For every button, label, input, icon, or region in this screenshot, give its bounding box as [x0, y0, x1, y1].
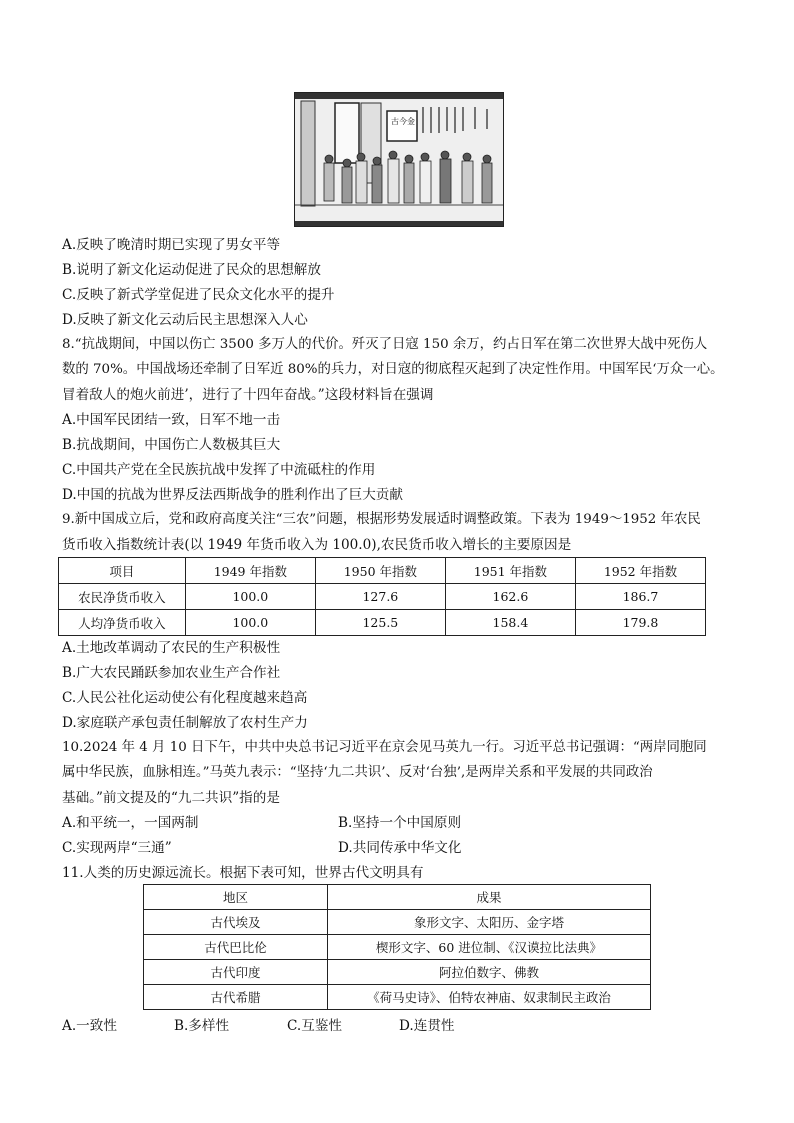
table-row: [59, 584, 706, 610]
q8-option-b: B.抗战期间，中国伤亡人数极其巨大: [62, 437, 281, 453]
q9-stem-line2: 货币收入指数统计表(以 1949 年货币收入为 100.0),农民货币收入增长的主要原因是: [62, 537, 572, 553]
table-cell: 古代巴比伦: [144, 935, 328, 960]
table-cell: 古代希腊: [144, 985, 328, 1010]
table-cell: 阿拉伯数字、佛教: [327, 960, 650, 985]
table-header-cell: 1952 年指数: [575, 558, 705, 584]
q7-option-b: B.说明了新文化运动促进了民众的思想解放: [62, 262, 321, 278]
table-cell: 125.5: [315, 610, 445, 636]
table-cell: 100.0: [185, 610, 315, 636]
table-cell: 127.6: [315, 584, 445, 610]
table-row: [59, 610, 706, 636]
table-header-cell: 成果: [327, 885, 650, 910]
q11-option-c: C.互鉴性: [287, 1018, 343, 1034]
table-header-cell: 地区: [144, 885, 328, 910]
table-cell: 象形文字、太阳历、金字塔: [327, 910, 650, 935]
q9-option-b: B.广大农民踊跃参加农业生产合作社: [62, 665, 281, 681]
q10-stem-line1: 10.2024 年 4 月 10 日下午，中共中央总书记习近平在京会见马英九一行。习近平总书记强调：“两岸同胞同: [62, 740, 707, 755]
q9-option-a: A.土地改革调动了农民的生产积极性: [62, 640, 281, 656]
table-cell: 农民净货币收入: [59, 584, 186, 610]
photo-drawing: [295, 93, 503, 226]
q11-option-b: B.多样性: [174, 1018, 230, 1034]
table-cell: 100.0: [185, 584, 315, 610]
q9-option-d: D.家庭联产承包责任制解放了农村生产力: [62, 715, 308, 731]
q10-option-b: B.坚持一个中国原则: [338, 815, 462, 831]
q10-stem-line2: 属中华民族，血脉相连。”马英九表示：“坚持‘九二共识’、反对‘台独’,是两岸关系和平发展的共同政治: [62, 765, 653, 780]
table-header-cell: 1951 年指数: [445, 558, 575, 584]
table-header-row: [144, 885, 651, 910]
table-cell: 186.7: [575, 584, 705, 610]
table-row: [144, 985, 651, 1010]
table-header-cell: 1950 年指数: [315, 558, 445, 584]
q10-option-c: C.实现两岸“三通”: [62, 840, 172, 856]
q11-option-d: D.连贯性: [399, 1018, 455, 1034]
q9-income-table: [58, 557, 706, 636]
table-cell: 179.8: [575, 610, 705, 636]
table-cell: 楔形文字、60 进位制、《汉谟拉比法典》: [327, 935, 650, 960]
q8-stem-line1: 8.“抗战期间，中国以伤亡 3500 多万人的代价。歼灭了日寇 150 余万，约占日军在第二次世界大战中死伤人: [62, 337, 708, 352]
table-row: [144, 910, 651, 935]
q8-stem-line2: 数的 70%。中国战场还牵制了日军近 80%的兵力，对日寇的彻底程灭起到了决定性作用。中国军民‘万众一心。: [62, 362, 724, 377]
q7-option-d: D.反映了新文化云动后民主思想深入人心: [62, 312, 308, 328]
q10-stem-line3: 基础。”前文提及的“九二共识”指的是: [62, 790, 280, 806]
q9-option-c: C.人民公社化运动使公有化程度越来趋高: [62, 690, 308, 706]
table-cell: 162.6: [445, 584, 575, 610]
table-row: [144, 960, 651, 985]
photo-sign-text: 古今金: [391, 117, 415, 126]
table-cell: 人均净货币收入: [59, 610, 186, 636]
table-row: [144, 935, 651, 960]
q11-civilization-table: [143, 884, 651, 1010]
q8-option-d: D.中国的抗战为世界反法西斯战争的胜利作出了巨大贡献: [62, 487, 403, 503]
table-header-cell: 1949 年指数: [185, 558, 315, 584]
table-cell: 《荷马史诗》、伯特农神庙、奴隶制民主政治: [327, 985, 650, 1010]
table-cell: 158.4: [445, 610, 575, 636]
historical-photo: [294, 92, 504, 227]
q8-option-a: A.中国军民团结一致，日军不地一击: [62, 412, 281, 428]
q10-option-a: A.和平统一，一国两制: [62, 815, 199, 831]
q9-stem-line1: 9.新中国成立后，党和政府高度关注“三农”问题，根据形势发展适时调整政策。下表为 1949～1952 年农民: [62, 512, 701, 527]
q11-stem: 11.人类的历史源远流长。根据下表可知，世界古代文明具有: [62, 865, 424, 881]
table-cell: 古代埃及: [144, 910, 328, 935]
q11-option-a: A.一致性: [62, 1018, 117, 1034]
q8-stem-line3: 冒着敌人的炮火前进’，进行了十四年奋战。”这段材料旨在强调: [62, 387, 434, 403]
q7-option-c: C.反映了新式学堂促进了民众文化水平的提升: [62, 287, 335, 303]
table-header-cell: 项目: [59, 558, 186, 584]
q10-option-d: D.共同传承中华文化: [338, 840, 462, 856]
q7-option-a: A.反映了晚清时期已实现了男女平等: [62, 237, 281, 253]
table-header-row: [59, 558, 706, 584]
q8-option-c: C.中国共产党在全民族抗战中发挥了中流砥柱的作用: [62, 462, 376, 478]
table-cell: 古代印度: [144, 960, 328, 985]
